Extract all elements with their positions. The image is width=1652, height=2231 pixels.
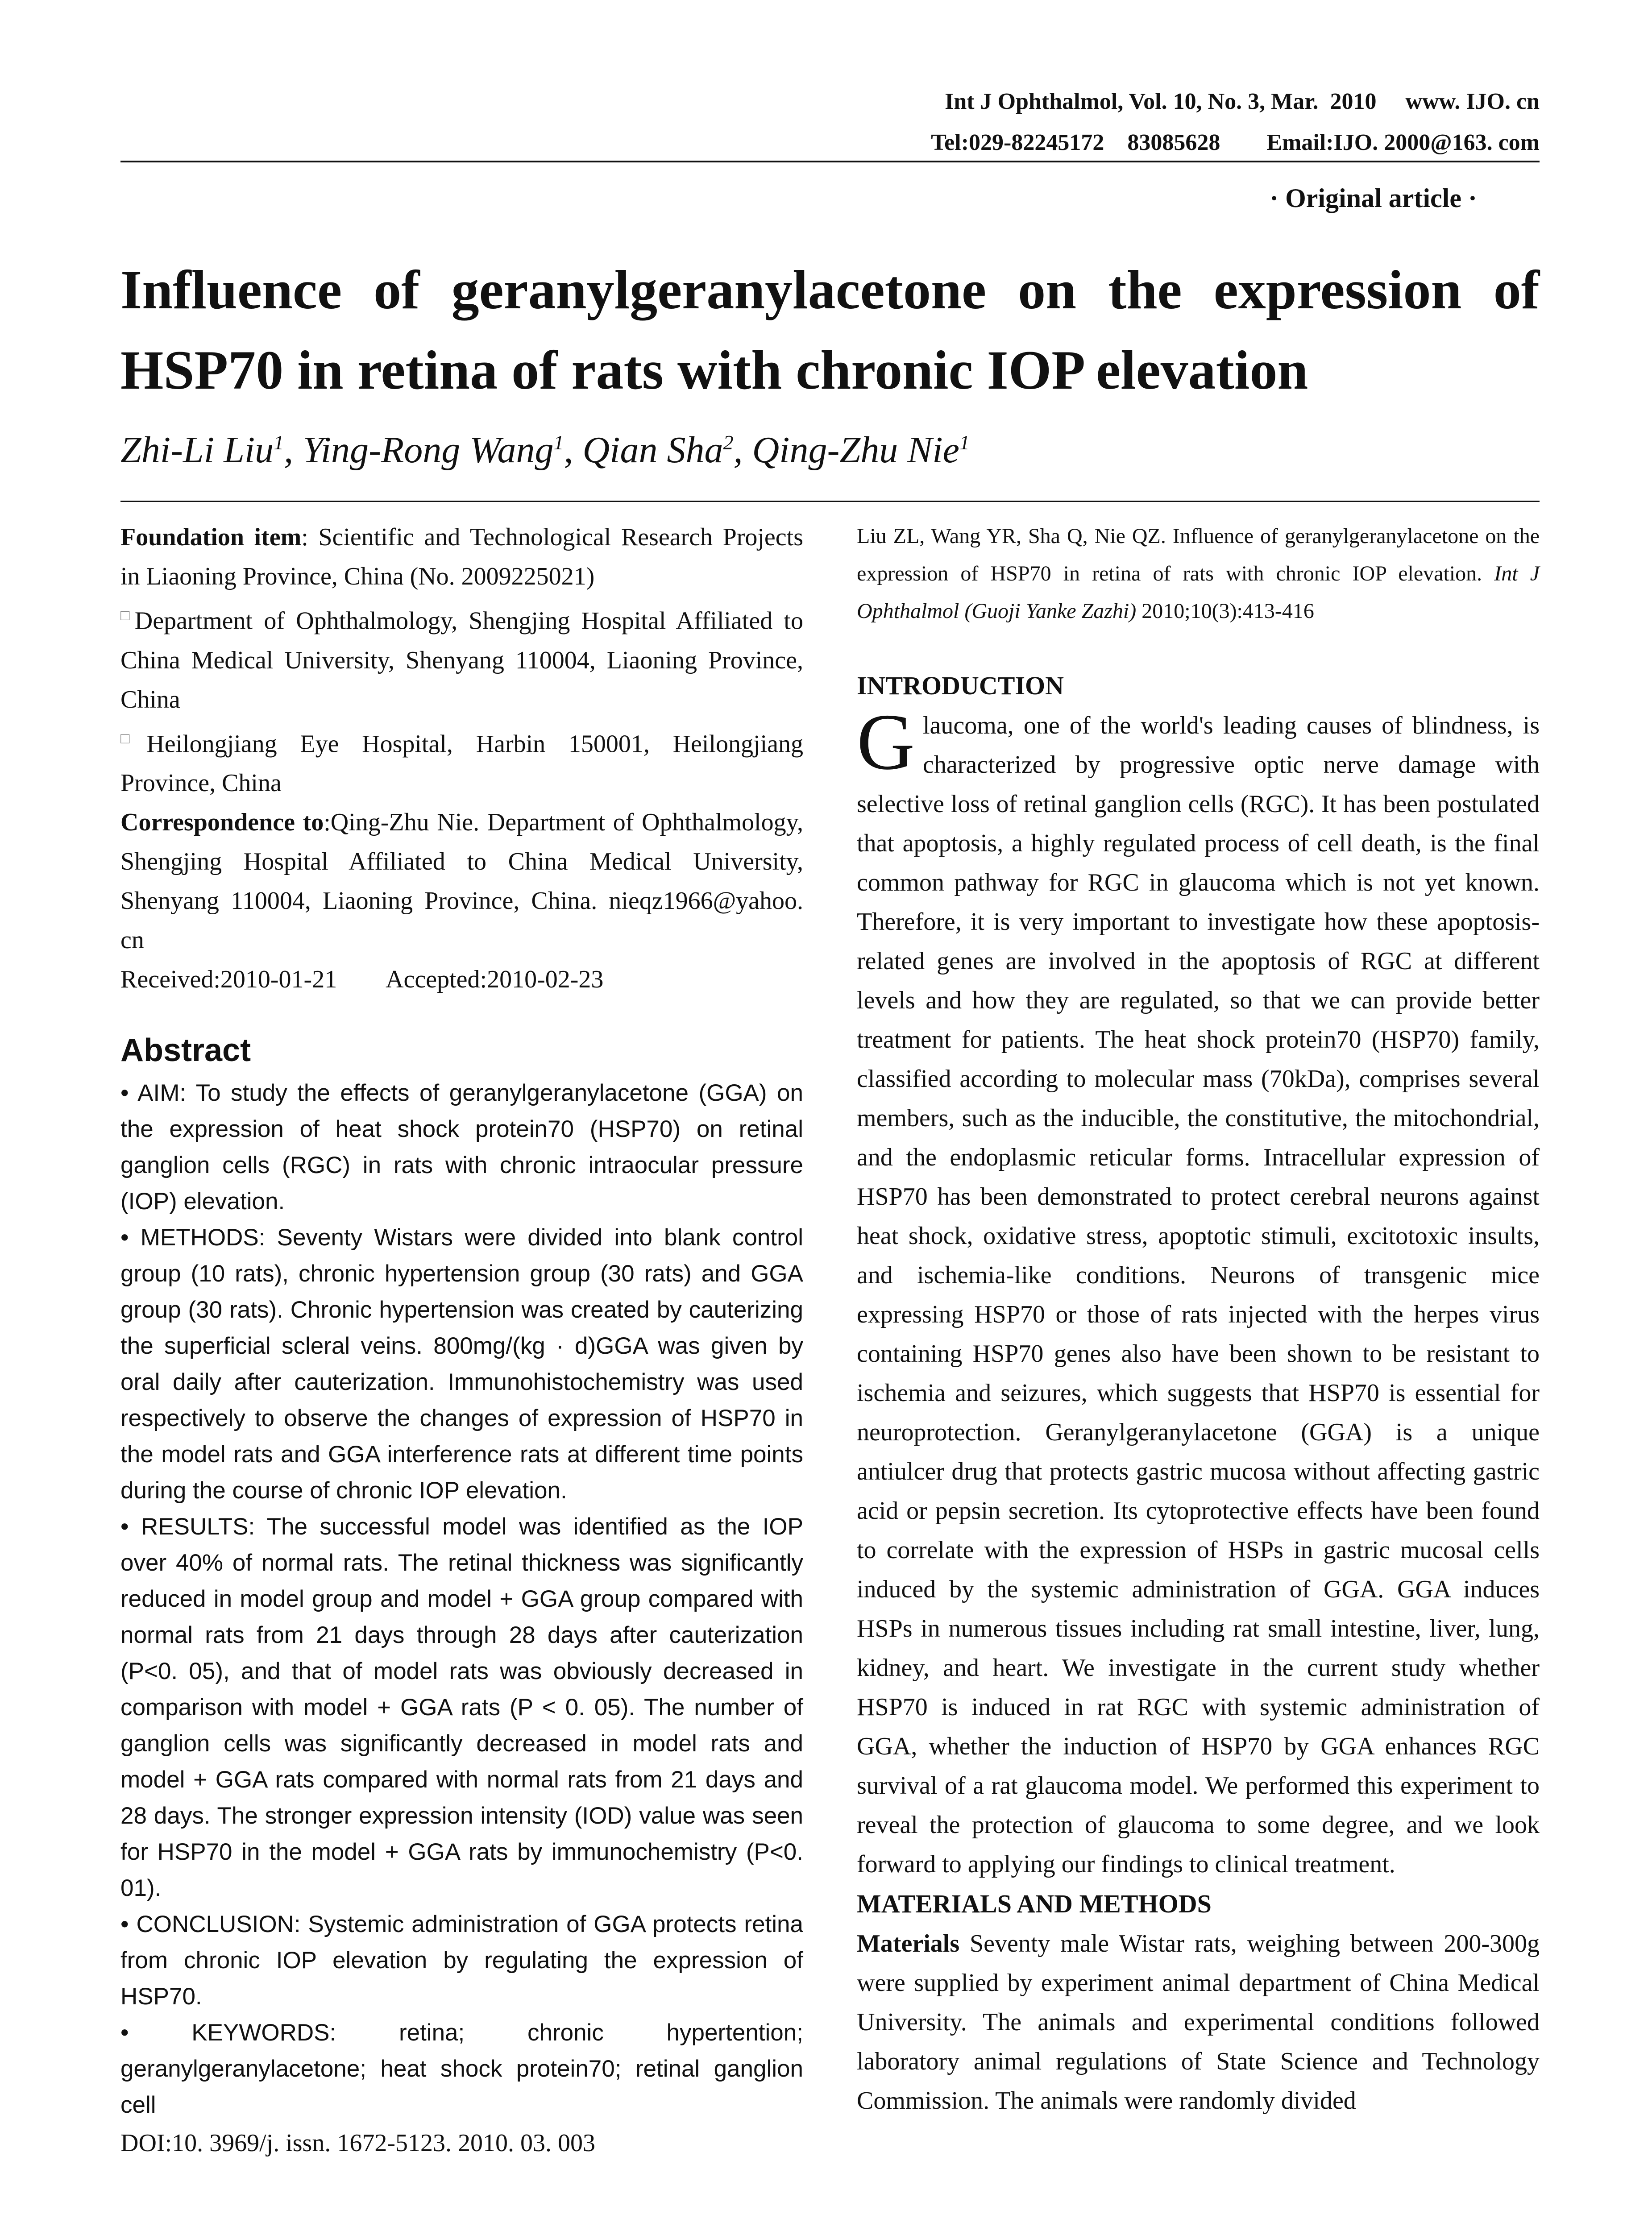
introduction-heading: INTRODUCTION [857, 671, 1064, 700]
citation [857, 518, 1540, 630]
drop-cap: G [857, 697, 915, 786]
author-affiliation-mark: 2 [723, 431, 734, 454]
foundation-label: Foundation item [120, 523, 302, 551]
author-rule [120, 501, 1540, 502]
author-name: Qing-Zhu Nie [752, 429, 959, 471]
correspondence [120, 803, 803, 960]
abstract-aim: • AIM: To study the effects of geranylgeranylacetone (GGA) on the expression of heat shock protein70 (HSP70) on retinal ganglion cells (RGC) in rats with chronic intraocular pressure (IOP) elevation. [120, 1080, 803, 1215]
author-affiliation-mark: 1 [959, 431, 970, 454]
citation-journal: Int J Ophthalmol (Guoji Yanke Zazhi) [857, 562, 1540, 623]
received-date: Received:2010-01-21 [120, 966, 337, 994]
foundation-item [120, 518, 803, 596]
left-column [120, 518, 803, 2163]
affiliation-marker: □ [120, 730, 147, 747]
abstract-methods: • METHODS: Seventy Wistars were divided into blank control group (10 rats), chronic hypertension group (30 rats) and GGA group (30 rats). Chronic hypertension was created by cauterizing the superficial scleral veins. 800mg/(kg · d)GGA was given by oral daily after cauterization. Immunohistochemistry was used respectively to observe the changes of expression of HSP70 in the model rats and GGA interference rats at different time points during the course of chronic IOP elevation. [120, 1224, 803, 1504]
article-title [120, 250, 1548, 411]
right-column [857, 518, 1540, 2120]
introduction-text: laucoma, one of the world's leading causes of blindness, is characterized by progressive optic nerve damage with selective loss of retinal ganglion cells (RGC). It has been postulated that apoptosis, a highly regulated process of cell death, is the final common pathway for RGC in glaucoma which is not yet known. Therefore, it is very important to investigate how these apoptosis-related genes are involved in the apoptosis of RGC at different levels and how they are regulated, so that we can provide better treatment for patients. The heat shock protein70 (HSP70) family, classified according to molecular mass (70kDa), comprises several members, such as the inducible, the constitutive, the mitochondrial, and the endoplasmic reticular forms. Intracellular expression of HSP70 has been demonstrated to protect cerebral neurons against heat shock, oxidative stress, apoptotic stimuli, excitotoxic insults, and ischemia-like conditions. Neurons of transgenic mice expressing HSP70 or those of rats injected with the herpes virus containing HSP70 genes also have been shown to be resistant to ischemia and seizures, which suggests that HSP70 is essential for neuroprotection. Geranylgeranylacetone (GGA) is a unique antiulcer drug that protects gastric mucosa without affecting gastric acid or pepsin secretion. Its cytoprotective effects have been found to correlate with the expression of HSPs in gastric mucosal cells induced by the systemic administration of GGA. GGA induces HSPs in numerous tissues including rat small intestine, liver, lung, kidney, and heart. We investigate in the current study whether HSP70 is induced in rat RGC with systemic administration of GGA, whether the induction of HSP70 by GGA enhances RGC survival of a rat glaucoma model. We performed this experiment to reveal the protection of glaucoma to some degree, and we look forward to applying our findings to clinical treatment. [857, 712, 1540, 1878]
author-name: Qian Sha [582, 429, 723, 471]
affiliation-marker: □ [120, 607, 135, 624]
affiliation-2 [120, 719, 803, 803]
title-line-2: HSP70 in retina of rats with chronic IOP elevation [120, 340, 1308, 401]
doi: DOI:10. 3969/j. issn. 1672-5123. 2010. 03. 003 [120, 2129, 595, 2157]
materials-paragraph [857, 1924, 1540, 2120]
correspondence-label: Correspondence to [120, 809, 324, 837]
author-name: Ying-Rong Wang [303, 429, 554, 471]
author-list: Zhi-Li Liu$^1$, Ying-Rong Wang$^1$, Qian Sha$^2$, Qing-Zhu Nie$^1$ [120, 429, 970, 471]
affiliation-1-text: Department of Ophthalmology, Shengjing Hospital Affiliated to China Medical University, Shenyang 110004, Liaoning Province, China [120, 607, 803, 713]
article-type-tag: · Original article · [1270, 183, 1477, 213]
author-affiliation-mark: 1 [274, 431, 284, 454]
affiliation-1 [120, 596, 803, 719]
correspondence-text: :Qing-Zhu Nie. Department of Ophthalmology, Shengjing Hospital Affiliated to China Medical University, Shenyang 110004, Liaoning Province, China. nieqz1966@yahoo. cn [120, 809, 803, 954]
abstract-results: • RESULTS: The successful model was identified as the IOP over 40% of normal rats. The retinal thickness was significantly reduced in model group and model + GGA group compared with normal rats from 21 days through 28 days after cauterization (P<0. 05), and that of model rats was obviously decreased in comparison with model + GGA rats (P < 0. 05). The number of ganglion cells was significantly decreased in model rats and model + GGA rats compared with normal rats from 21 days and 28 days. The stronger expression intensity (IOD) value was seen for HSP70 in the model + GGA rats by immunochemistry (P<0. 01). [120, 1514, 803, 1902]
header-rule [120, 161, 1540, 162]
received-accepted-dates [120, 960, 803, 999]
running-header-journal: Int J Ophthalmol, Vol. 10, No. 3, Mar. 2010 www. IJO. cn [945, 89, 1540, 114]
running-header-contact: Tel:029-82245172 83085628 Email:IJO. 2000@163. com [931, 130, 1540, 155]
materials-subheading: Materials [857, 1930, 960, 1957]
affiliation-2-text: Heilongjiang Eye Hospital, Harbin 150001, Heilongjiang Province, China [120, 730, 803, 797]
author-affiliation-mark: 1 [553, 431, 564, 454]
citation-text: Liu ZL, Wang YR, Sha Q, Nie QZ. Influence of geranylgeranylacetone on the expression of HSP70 in retina of rats with chronic IOP elevation. [857, 524, 1540, 585]
abstract-keywords: • KEYWORDS: retina; chronic hypertention; geranylgeranylacetone; heat shock protein70; retinal ganglion cell [120, 2020, 803, 2119]
foundation-text: : Scientific and Technological Research Projects in Liaoning Province, China (No. 2009225021) [120, 523, 803, 590]
title-line-1: Influence of geranylgeranylacetone on the expression of [120, 259, 1540, 320]
abstract-conclusion: • CONCLUSION: Systemic administration of GGA protects retina from chronic IOP elevation by regulating the expression of HSP70. [120, 1911, 803, 2010]
introduction-paragraph [857, 697, 1540, 1884]
methods-heading: MATERIALS AND METHODS [857, 1889, 1212, 1918]
materials-text: Seventy male Wistar rats, weighing between 200-300g were supplied by experiment animal department of China Medical University. The animals and experimental conditions followed laboratory animal regulations of State Science and Technology Commission. The animals were randomly divided [857, 1930, 1540, 2115]
accepted-date: Accepted:2010-02-23 [386, 966, 604, 994]
author-name: Zhi-Li Liu [120, 429, 274, 471]
abstract-heading: Abstract [120, 1033, 251, 1069]
citation-ref: 2010;10(3):413-416 [1136, 599, 1314, 623]
